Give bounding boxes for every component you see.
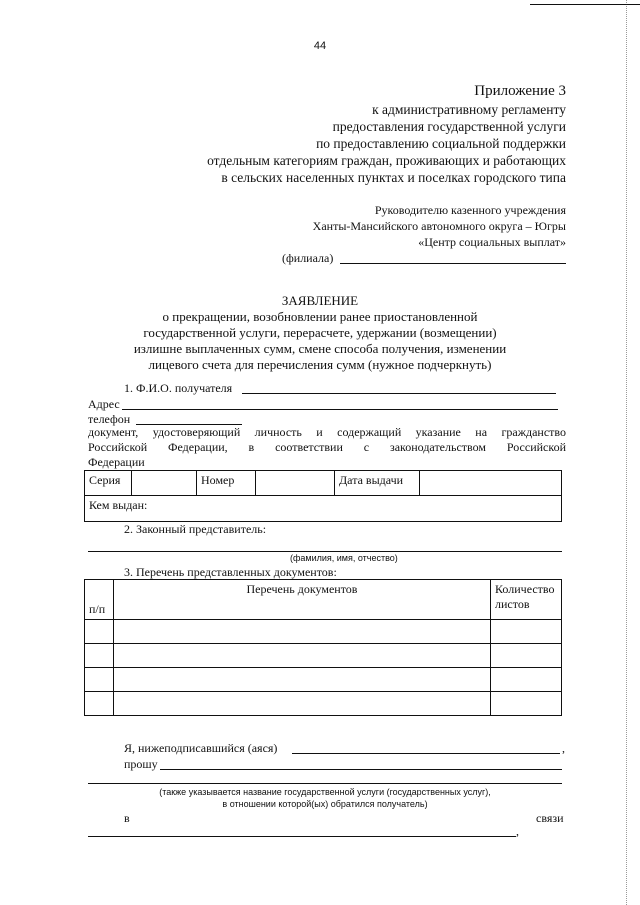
col-docs-header: Перечень документов bbox=[114, 580, 491, 620]
addressee-block bbox=[313, 202, 566, 250]
count-cell[interactable] bbox=[491, 644, 562, 668]
undersigned-label: Я, нижеподписавшийся (аяся) bbox=[124, 741, 278, 755]
appendix-line: в сельских населенных пунктах и поселках городского типа bbox=[221, 170, 566, 185]
appendix-line: отдельным категориям граждан, проживающих и работающих bbox=[207, 153, 566, 168]
series-cell[interactable] bbox=[132, 471, 197, 496]
branch-label: (филиала) bbox=[282, 251, 334, 265]
representative-label: 2. Законный представитель: bbox=[124, 522, 267, 536]
count-cell[interactable] bbox=[491, 668, 562, 692]
ask-field[interactable] bbox=[160, 769, 562, 770]
connection-word: связи bbox=[536, 811, 564, 825]
doc-cell[interactable] bbox=[114, 620, 491, 644]
table-row bbox=[85, 580, 562, 620]
table-row bbox=[85, 471, 562, 496]
appendix-title: Приложение 3 bbox=[474, 83, 566, 99]
page-number: 44 bbox=[313, 40, 327, 52]
document-line: документ, удостоверяющий личность и содержащий указание на гражданство bbox=[88, 425, 566, 439]
fio-field[interactable] bbox=[242, 393, 556, 394]
col-count-header: Количество листов bbox=[491, 580, 562, 620]
comma-mark: , bbox=[562, 741, 565, 755]
heading-line: государственной услуги, перерасчете, удержании (возмещении) bbox=[143, 325, 497, 340]
num-cell[interactable] bbox=[85, 668, 114, 692]
addressee-line: Ханты-Мансийского автономного округа – Югры bbox=[312, 219, 566, 233]
heading-line: о прекращении, возобновлении ранее приостановленной bbox=[162, 309, 478, 324]
issued-by-cell[interactable] bbox=[85, 496, 562, 522]
addressee-line: Руководителю казенного учреждения bbox=[374, 203, 566, 217]
issued-by-label: Кем выдан: bbox=[89, 498, 148, 512]
fio-label: 1. Ф.И.О. получателя bbox=[124, 381, 233, 395]
ask-label: прошу bbox=[124, 757, 158, 771]
appendix-line: к административному регламенту bbox=[372, 102, 566, 117]
issue-date-label: Дата выдачи bbox=[335, 471, 420, 496]
scan-top-mark bbox=[530, 4, 640, 5]
docs-list-table bbox=[84, 579, 562, 716]
number-label: Номер bbox=[197, 471, 256, 496]
representative-field[interactable] bbox=[88, 551, 562, 552]
count-cell[interactable] bbox=[491, 692, 562, 716]
document-title: ЗАЯВЛЕНИЕ bbox=[281, 293, 359, 308]
caption-line: в отношении которой(ых) обратился получатель) bbox=[222, 799, 428, 809]
address-label: Адрес bbox=[88, 397, 120, 411]
address-field[interactable] bbox=[122, 409, 558, 410]
representative-caption: (фамилия, имя, отчество) bbox=[290, 553, 398, 563]
caption-line: (также указывается название государственной услуги (государственных услуг), bbox=[159, 787, 491, 797]
table-row bbox=[85, 496, 562, 522]
reason-field[interactable] bbox=[88, 836, 516, 837]
heading-block bbox=[0, 293, 640, 373]
num-cell[interactable] bbox=[85, 620, 114, 644]
appendix-block bbox=[207, 82, 566, 186]
in-word: в bbox=[124, 811, 130, 825]
comma-mark: , bbox=[516, 824, 519, 838]
table-row bbox=[85, 644, 562, 668]
table-row bbox=[85, 620, 562, 644]
document-line: Российской Федерации, в соответствии с законодательством Российской bbox=[88, 440, 566, 454]
addressee-line: «Центр социальных выплат» bbox=[418, 235, 566, 249]
document-description bbox=[88, 425, 566, 470]
num-cell[interactable] bbox=[85, 644, 114, 668]
count-cell[interactable] bbox=[491, 620, 562, 644]
appendix-line: по предоставлению социальной поддержки bbox=[316, 136, 566, 151]
id-document-table bbox=[84, 470, 562, 522]
col-num-header: п/п bbox=[85, 580, 114, 620]
appendix-line: предоставления государственной услуги bbox=[332, 119, 566, 134]
doc-cell[interactable] bbox=[114, 692, 491, 716]
table-row bbox=[85, 692, 562, 716]
branch-field[interactable] bbox=[340, 263, 566, 264]
undersigned-field[interactable] bbox=[292, 753, 560, 754]
scan-edge-line bbox=[626, 0, 627, 905]
ask-field-2[interactable] bbox=[88, 783, 562, 784]
number-cell[interactable] bbox=[256, 471, 335, 496]
issue-date-cell[interactable] bbox=[420, 471, 562, 496]
doc-cell[interactable] bbox=[114, 644, 491, 668]
heading-line: излишне выплаченных сумм, смене способа получения, изменении bbox=[133, 341, 507, 356]
doc-cell[interactable] bbox=[114, 668, 491, 692]
series-label: Серия bbox=[85, 471, 132, 496]
phone-label: телефон bbox=[88, 412, 131, 426]
document-line: Федерации bbox=[88, 455, 145, 469]
num-cell[interactable] bbox=[85, 692, 114, 716]
service-caption bbox=[88, 786, 562, 810]
docs-list-label: 3. Перечень представленных документов: bbox=[124, 565, 337, 579]
table-row bbox=[85, 668, 562, 692]
heading-line: лицевого счета для перечисления сумм (нужное подчеркнуть) bbox=[148, 357, 492, 372]
